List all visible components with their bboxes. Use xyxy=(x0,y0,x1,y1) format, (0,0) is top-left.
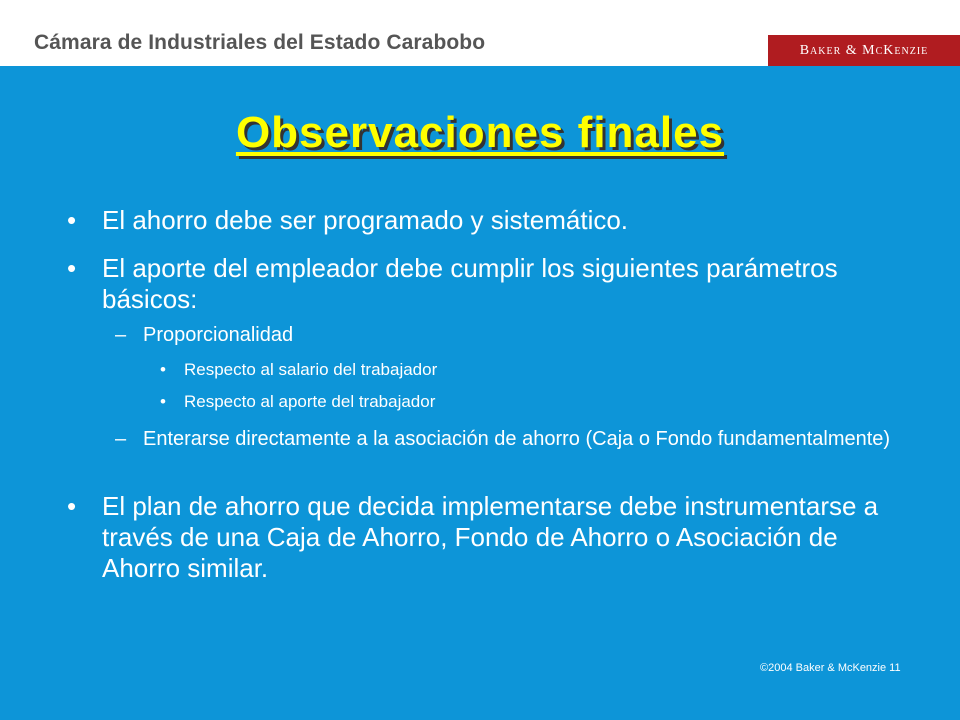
dash-marker: – xyxy=(115,428,127,450)
dash-marker: – xyxy=(115,324,127,346)
sub-item xyxy=(115,323,903,348)
sub-sub-item-text: Respecto al salario del trabajador xyxy=(184,360,438,379)
slide-title: Observaciones finales xyxy=(235,108,725,157)
sub-item xyxy=(115,427,918,452)
baker-mckenzie-logo: Baker & McKenzie xyxy=(768,35,960,66)
bullet-marker: • xyxy=(67,205,77,235)
bullet-marker: • xyxy=(67,491,77,521)
bullet-item xyxy=(67,253,882,315)
bullet-text: El ahorro debe ser programado y sistemático. xyxy=(102,205,629,235)
bullet-text: El aporte del empleador debe cumplir los siguientes parámetros básicos: xyxy=(102,253,838,314)
bullet-marker: • xyxy=(160,360,166,379)
header-bar xyxy=(0,0,960,66)
bullet-item xyxy=(67,205,902,236)
footer-copyright: ©2004 Baker & McKenzie 11 xyxy=(760,662,901,674)
sub-item-text: Proporcionalidad xyxy=(143,324,294,346)
bullet-item xyxy=(67,491,902,584)
sub-item-text: Enterarse directamente a la asociación de ahorro (Caja o Fondo fundamentalmente) xyxy=(143,428,891,450)
bullet-marker: • xyxy=(160,392,166,411)
sub-sub-item-text: Respecto al aporte del trabajador xyxy=(184,392,436,411)
organization-name: Cámara de Industriales del Estado Carabobo xyxy=(34,31,486,54)
bullet-marker: • xyxy=(67,253,77,283)
sub-sub-item xyxy=(160,359,884,380)
sub-sub-item xyxy=(160,391,884,412)
bullet-text: El plan de ahorro que decida implementarse debe instrumentarse a través de una Caja de Ahorro, Fondo de Ahorro o Asociación de Ahorro similar. xyxy=(102,491,879,583)
